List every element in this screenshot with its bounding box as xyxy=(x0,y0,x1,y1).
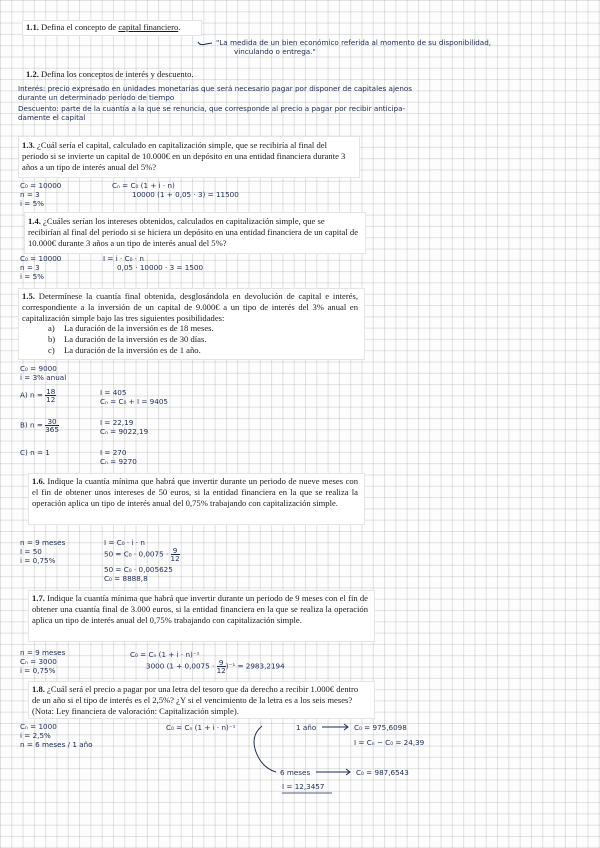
question-number: 1.5. xyxy=(22,291,35,301)
arrow-6-months xyxy=(316,769,350,775)
fraction: $\frac{30}{365}$ xyxy=(45,417,59,434)
question-1-5 xyxy=(22,291,358,356)
question-1-1: 1.1. Defina el concepto de capital financiero. xyxy=(26,22,181,32)
fraction: $\frac{9}{12}$ xyxy=(216,658,226,675)
question-1-6 xyxy=(32,476,358,508)
case-a-result: I = 405 Cₙ = C₀ + I = 9405 xyxy=(100,388,168,406)
case-a-1-5: A) n = $\frac{18}{12}$ xyxy=(20,387,56,404)
fraction: $\frac{9}{12}$ xyxy=(170,546,180,563)
question-1-2 xyxy=(26,69,426,80)
question-text: Defina los conceptos de interés y descuento. xyxy=(41,69,194,79)
six-months-label: 6 meses xyxy=(280,768,311,777)
calculation-1-4: I = i · C₀ · n 0,05 · 10000 · 3 = 1500 xyxy=(103,254,204,272)
question-number: 1.6. xyxy=(32,476,45,486)
question-number: 1.8. xyxy=(32,684,45,694)
question-1-7 xyxy=(32,593,368,625)
question-text: Indique la cuantía mínima que habrá que invertir durante un periodo de nueve meses con el fin de obtener unos intereses de 50 euros, si la entidad financiera en la que se realiza la operación aplica un tipo de interés anual del 0,75% trabajando con capitalización simple. xyxy=(32,476,358,508)
case-c-1-5: C) n = 1 xyxy=(20,448,50,457)
case-c-result: I = 270 Cₙ = 9270 xyxy=(100,448,137,466)
six-months-c0: C₀ = 987,6543 xyxy=(356,768,409,777)
question-number: 1.7. xyxy=(32,593,45,603)
one-year-c0: C₀ = 975,6098 xyxy=(354,723,407,732)
question-text: ¿Cuál sería el capital, calculado en capitalización simple, que se recibiría al final del periodo si se invierte un capital de 10.000€ en un depósito en una entidad financiera durante 3 años a un tipo de interés anual del 5%? xyxy=(22,140,346,172)
case-b-1-5: B) n = $\frac{30}{365}$ xyxy=(20,417,59,434)
one-year-label: 1 año xyxy=(296,723,317,732)
fraction: $\frac{18}{12}$ xyxy=(46,387,56,404)
option-list xyxy=(22,323,358,355)
formula-1-8: C₀ = Cₙ (1 + i · n)⁻¹ xyxy=(166,723,236,732)
calculation-1-7: C₀ = Cₙ (1 + i · n)⁻¹ 3000 (1 + 0,0075 · $\frac{9}{12}$ )⁻¹ = 2983,2194 xyxy=(130,650,285,675)
question-number: 1.2. xyxy=(26,69,39,79)
hook-arrow-1-1 xyxy=(198,42,212,45)
handwritten-answer-interes: Interés: precio expresado en unidades monetarias que será necesario pagar por disponer de capitales ajenos durante un determinado período de tiempo xyxy=(18,84,413,102)
question-number: 1.3. xyxy=(22,140,35,150)
question-1-8 xyxy=(32,684,368,716)
question-text: Indique la cuantía mínima que habrá que invertir durante un periodo de 9 meses con el fin de obtener una cuantía final de 3.000 euros, si la entidad financiera en la que se realiza la operación aplica un tipo de interés anual del 0,75% trabajando con capitalización simple. xyxy=(32,593,368,625)
option-c: c) La duración de la inversión es de 1 año. xyxy=(48,344,201,355)
calculation-1-3: Cₙ = C₀ (1 + i · n) 10000 (1 + 0,05 · 3) = 11500 xyxy=(112,181,239,199)
calculation-1-6: I = C₀ · i · n 50 = C₀ · 0,0075 · $\frac{9}{12}$ 50 = C₀ · 0,005625 C₀ = 8888,8 xyxy=(104,538,180,583)
arrow-1-year xyxy=(322,724,348,730)
data-list-1-6: n = 9 meses I = 50 i = 0,75% xyxy=(20,538,66,565)
question-text: Defina el concepto de xyxy=(41,22,119,32)
question-number: 1.4. xyxy=(28,216,41,226)
question-1-4 xyxy=(28,216,358,248)
option-a: a) La duración de la inversión es de 18 meses. xyxy=(48,323,214,334)
question-number: 1.1. xyxy=(26,22,39,32)
question-text: Determínese la cuantía final obtenida, desglosándola en devolución de capital e interés, correspondiente a la inversión de un capital de 9.000€ a un tipo de interés del 3% anual en capitalización simple bajo las tres siguientes posibilidades: xyxy=(22,291,358,323)
option-b: b) La duración de la inversión es de 30 días. xyxy=(48,334,207,345)
data-list-1-4: C₀ = 10000 n = 3 i = 5% xyxy=(20,254,62,281)
handwritten-answer-descuento: Descuento: parte de la cuantía a la que se renuncia, que corresponde al precio a pagar por recibir anticipa- damente el capital xyxy=(18,104,406,122)
data-list-1-3: C₀ = 10000 n = 3 i = 5% xyxy=(20,181,62,208)
question-term: capital financiero xyxy=(118,22,179,32)
question-text: ¿Cuál será el precio a pagar por una letra del tesoro que da derecho a recibir 1.000€ dentro de un año si el tipo de interés es el 2,5%? ¿Y si el vencimiento de la letra es a los seis meses? (Nota: Ley financiera de valoración: Capitalización simple). xyxy=(32,684,359,716)
one-year-interest: I = Cₙ − C₀ = 24,39 xyxy=(354,738,425,747)
question-text: ¿Cuáles serían los intereses obtenidos, calculados en capitalización simple, que se recibirían al final del periodo si se hiciera un depósito en una entidad financiera de un capital de 10.000€ durante 3 años a un tipo de interés anual del 5%? xyxy=(28,216,359,248)
bracket-1-8 xyxy=(254,726,276,772)
data-list-1-5: C₀ = 9000 i = 3% anual xyxy=(20,364,67,382)
question-1-3 xyxy=(22,140,352,172)
case-b-result: I = 22,19 Cₙ = 9022,19 xyxy=(100,418,149,436)
data-list-1-8: Cₙ = 1000 i = 2,5% n = 6 meses / 1 año xyxy=(20,722,93,749)
six-months-interest: I = 12,3457 xyxy=(282,782,325,791)
handwritten-answer-1-1: "La medida de un bien económico referida al momento de su disponibilidad, vinculando o entrega." xyxy=(216,38,492,56)
data-list-1-7: n = 9 meses Cₙ = 3000 i = 0,75% xyxy=(20,648,66,675)
